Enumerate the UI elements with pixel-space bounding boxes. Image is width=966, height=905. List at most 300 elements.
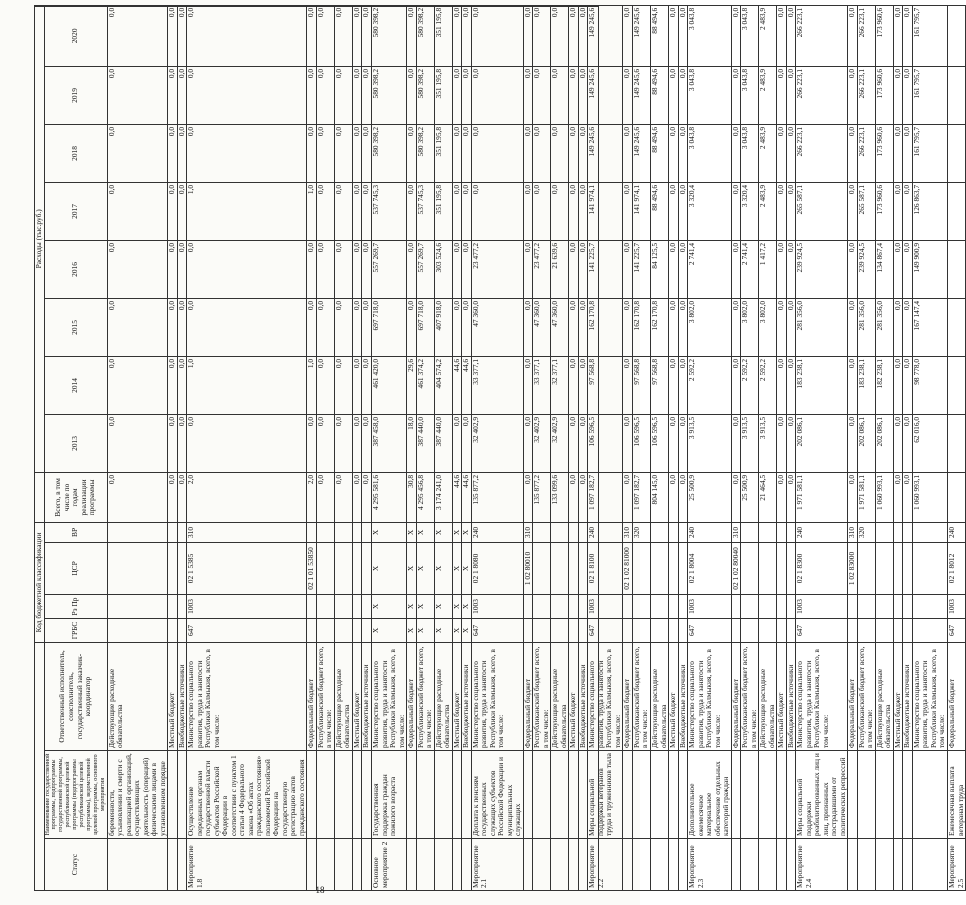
y2015-cell: 697 718,0 — [416, 298, 434, 356]
status-cell: Мероприятие 1.8 — [187, 839, 307, 891]
y2014-cell: 0,0 — [362, 356, 372, 414]
csr-cell — [912, 542, 947, 594]
y2016-cell — [948, 240, 966, 298]
y2018-cell: 266 223,1 — [796, 124, 848, 182]
total-cell: 0,0 — [107, 472, 168, 522]
y2014-cell: 33 377,1 — [533, 356, 551, 414]
y2016-cell: 0,0 — [893, 240, 903, 298]
y2013-cell: 202 086,1 — [875, 414, 893, 472]
col-header-2015: 2015 — [44, 298, 107, 356]
grbs-cell: X — [452, 618, 462, 642]
rzpr-cell: 1003 — [187, 594, 307, 618]
y2019-cell: 0,0 — [551, 66, 569, 124]
vr-cell: 320 — [632, 522, 650, 542]
total-cell: 1 097 182,7 — [632, 472, 650, 522]
vr-cell — [352, 522, 362, 542]
vr-cell: X — [452, 522, 462, 542]
responsible-cell: Министерство социального развития, труда и занятости Республики Калмыкия, всего, в том числе: — [187, 642, 307, 750]
y2014-cell: 2 592,2 — [759, 356, 777, 414]
page-number: 18 — [315, 885, 325, 895]
y2015-cell: 0,0 — [578, 298, 588, 356]
csr-cell — [741, 542, 759, 594]
y2014-cell: 0,0 — [334, 356, 352, 414]
name-cell: беременности, усыновлении и смерти с реализацией организаций, осуществляющих деятельность (операций) физическими лицами в установленном порядке — [107, 751, 168, 839]
status-cell — [903, 839, 913, 891]
y2013-cell: 0,0 — [523, 414, 533, 472]
y2016-cell: 0,0 — [334, 240, 352, 298]
rzpr-cell: X — [434, 594, 452, 618]
rzpr-cell — [669, 594, 679, 618]
y2015-cell: 0,0 — [107, 298, 168, 356]
responsible-cell: Местный бюджет — [669, 642, 679, 750]
table-row — [875, 5, 893, 890]
y2019-cell: 0,0 — [177, 66, 187, 124]
name-cell — [893, 751, 903, 839]
y2019-cell: 149 245,6 — [632, 66, 650, 124]
y2014-cell: 0,0 — [731, 356, 741, 414]
rzpr-cell — [569, 594, 579, 618]
y2017-cell: 0,0 — [452, 182, 462, 240]
y2016-cell: 0,0 — [578, 240, 588, 298]
y2017-cell: 0,0 — [578, 182, 588, 240]
grbs-cell: 647 — [588, 618, 623, 642]
y2014-cell: 0,0 — [168, 356, 178, 414]
y2016-cell: 0,0 — [316, 240, 334, 298]
status-cell — [416, 839, 434, 891]
total-cell: 0,0 — [623, 472, 633, 522]
responsible-cell: Местный бюджет — [452, 642, 462, 750]
name-cell — [523, 751, 533, 839]
y2018-cell: 3 043,8 — [741, 124, 759, 182]
vr-cell: 310 — [523, 522, 533, 542]
responsible-cell: Республиканский бюджет всего, в том числе: — [533, 642, 551, 750]
rzpr-cell — [903, 594, 913, 618]
table-row — [669, 5, 679, 890]
table-row — [372, 5, 407, 890]
col-header-2013: 2013 — [44, 414, 107, 472]
status-cell: Мероприятие 2.1 — [471, 839, 523, 891]
y2020-cell: 351 195,8 — [434, 5, 452, 66]
grbs-cell — [669, 618, 679, 642]
y2019-cell — [948, 66, 966, 124]
table-row — [632, 5, 650, 890]
csr-cell — [569, 542, 579, 594]
total-cell: 21 464,5 — [759, 472, 777, 522]
y2016-cell: 0,0 — [107, 240, 168, 298]
y2019-cell: 0,0 — [848, 66, 858, 124]
y2013-cell: 0,0 — [462, 414, 472, 472]
total-cell: 0,0 — [362, 472, 372, 522]
y2019-cell: 161 795,7 — [912, 66, 947, 124]
y2019-cell: 0,0 — [893, 66, 903, 124]
rzpr-cell: 1003 — [688, 594, 732, 618]
total-cell: 0,0 — [177, 472, 187, 522]
name-cell — [352, 751, 362, 839]
y2015-cell: 0,0 — [334, 298, 352, 356]
rotated-table-container — [34, 6, 965, 891]
table-row — [416, 5, 434, 890]
y2017-cell: 0,0 — [407, 182, 417, 240]
y2017-cell — [948, 182, 966, 240]
y2018-cell: 0,0 — [362, 124, 372, 182]
grbs-cell — [623, 618, 633, 642]
rzpr-cell: 1003 — [948, 594, 966, 618]
csr-cell: 02 1 8100 — [588, 542, 623, 594]
y2020-cell: 173 960,6 — [875, 5, 893, 66]
responsible-cell: Внебюджетные источники — [578, 642, 588, 750]
status-cell — [650, 839, 668, 891]
total-cell: 0,0 — [352, 472, 362, 522]
y2019-cell: 266 223,1 — [796, 66, 848, 124]
table-row — [796, 5, 848, 890]
y2013-cell: 387 458,0 — [372, 414, 407, 472]
grbs-cell — [893, 618, 903, 642]
y2018-cell: 173 960,6 — [875, 124, 893, 182]
y2015-cell: 0,0 — [678, 298, 688, 356]
y2015-cell: 0,0 — [731, 298, 741, 356]
y2018-cell: 0,0 — [533, 124, 551, 182]
grbs-cell — [523, 618, 533, 642]
responsible-cell: Внебюджетные источники — [362, 642, 372, 750]
y2014-cell: 44,6 — [452, 356, 462, 414]
responsible-cell: Федеральный бюджет — [407, 642, 417, 750]
csr-cell: 02 1 8080 — [471, 542, 523, 594]
csr-cell — [759, 542, 777, 594]
y2017-cell: 351 195,8 — [434, 182, 452, 240]
table-row — [177, 5, 187, 890]
y2016-cell: 557 269,7 — [416, 240, 434, 298]
y2019-cell: 266 223,1 — [857, 66, 875, 124]
grbs-cell — [334, 618, 352, 642]
y2015-cell: 3 802,0 — [759, 298, 777, 356]
csr-cell: 02 1 8300 — [796, 542, 848, 594]
y2014-cell: 0,0 — [177, 356, 187, 414]
grbs-cell — [912, 618, 947, 642]
total-cell: 0,0 — [848, 472, 858, 522]
responsible-cell: Министерство социального развития, труда и занятости Республики Калмыкия, всего, в том числе: — [796, 642, 848, 750]
y2013-cell: 0,0 — [452, 414, 462, 472]
grbs-cell — [551, 618, 569, 642]
grbs-cell: X — [372, 618, 407, 642]
csr-cell — [107, 542, 168, 594]
rzpr-cell — [623, 594, 633, 618]
y2013-cell: 0,0 — [731, 414, 741, 472]
y2016-cell: 21 639,6 — [551, 240, 569, 298]
y2014-cell: 183 238,1 — [857, 356, 875, 414]
grbs-cell — [777, 618, 787, 642]
table-row — [741, 5, 759, 890]
y2017-cell: 0,0 — [903, 182, 913, 240]
y2020-cell: 0,0 — [623, 5, 633, 66]
name-cell — [316, 751, 334, 839]
csr-cell — [334, 542, 352, 594]
table-row — [316, 5, 334, 890]
vr-cell: 240 — [471, 522, 523, 542]
rzpr-cell — [107, 594, 168, 618]
responsible-cell: Действующие расходные обязательства — [650, 642, 668, 750]
status-cell — [669, 839, 679, 891]
y2014-cell: 44,6 — [462, 356, 472, 414]
y2013-cell: 106 596,5 — [632, 414, 650, 472]
rzpr-cell — [893, 594, 903, 618]
y2014-cell: 97 568,8 — [650, 356, 668, 414]
vr-cell: X — [462, 522, 472, 542]
responsible-cell: Действующие расходные обязательства — [334, 642, 352, 750]
responsible-cell: Местный бюджет — [893, 642, 903, 750]
col-header-2016: 2016 — [44, 240, 107, 298]
y2019-cell: 0,0 — [533, 66, 551, 124]
y2017-cell: 1,0 — [307, 182, 317, 240]
y2020-cell: 3 043,8 — [741, 5, 759, 66]
vr-cell — [893, 522, 903, 542]
total-cell: 1 060 993,1 — [912, 472, 947, 522]
status-cell — [533, 839, 551, 891]
total-cell: 0,0 — [786, 472, 796, 522]
y2013-cell: 0,0 — [307, 414, 317, 472]
y2017-cell: 0,0 — [678, 182, 688, 240]
rzpr-cell — [551, 594, 569, 618]
y2018-cell: 0,0 — [177, 124, 187, 182]
y2018-cell: 0,0 — [452, 124, 462, 182]
y2017-cell: 88 494,6 — [650, 182, 668, 240]
rzpr-cell — [316, 594, 334, 618]
name-cell — [912, 751, 947, 839]
vr-cell: 310 — [731, 522, 741, 542]
col-header-rzpr: Рз Пр — [44, 594, 107, 618]
y2019-cell: 0,0 — [731, 66, 741, 124]
y2018-cell: 351 195,8 — [434, 124, 452, 182]
status-cell — [434, 839, 452, 891]
y2015-cell: 0,0 — [316, 298, 334, 356]
y2019-cell: 3 043,8 — [741, 66, 759, 124]
table-row — [588, 5, 623, 890]
vr-cell — [741, 522, 759, 542]
grbs-cell: 647 — [187, 618, 307, 642]
vr-cell — [777, 522, 787, 542]
y2016-cell: 0,0 — [848, 240, 858, 298]
y2014-cell: 1,0 — [187, 356, 307, 414]
table-row — [462, 5, 472, 890]
y2020-cell: 580 398,2 — [372, 5, 407, 66]
vr-cell — [759, 522, 777, 542]
csr-cell: 02 1 02 80040 — [731, 542, 741, 594]
csr-cell: 02 1 5385 — [187, 542, 307, 594]
total-cell: 0,0 — [678, 472, 688, 522]
y2014-cell — [948, 356, 966, 414]
y2013-cell: 0,0 — [623, 414, 633, 472]
y2020-cell: 0,0 — [533, 5, 551, 66]
y2019-cell: 0,0 — [777, 66, 787, 124]
y2019-cell: 3 043,8 — [688, 66, 732, 124]
vr-cell: 240 — [688, 522, 732, 542]
name-cell — [903, 751, 913, 839]
y2018-cell — [948, 124, 966, 182]
y2017-cell: 0,0 — [623, 182, 633, 240]
y2017-cell: 0,0 — [893, 182, 903, 240]
table-row — [307, 5, 317, 890]
header-expenses-group: Расходы (тыс.руб.) — [35, 5, 45, 472]
responsible-cell: Министерство социального развития, труда и занятости Республики Калмыкия, всего, в том числе: — [471, 642, 523, 750]
status-cell: Мероприятие 2.2 — [588, 839, 623, 891]
y2017-cell: 0,0 — [107, 182, 168, 240]
y2013-cell: 0,0 — [187, 414, 307, 472]
col-header-2020: 2020 — [44, 5, 107, 66]
name-cell — [407, 751, 417, 839]
y2016-cell: 0,0 — [731, 240, 741, 298]
name-cell — [452, 751, 462, 839]
table-body — [107, 5, 966, 890]
responsible-cell: Республиканский бюджет всего, в том числе: — [741, 642, 759, 750]
y2014-cell: 182 238,1 — [875, 356, 893, 414]
y2020-cell: 0,0 — [786, 5, 796, 66]
y2016-cell: 239 924,5 — [857, 240, 875, 298]
y2020-cell: 0,0 — [777, 5, 787, 66]
y2014-cell: 97 568,8 — [632, 356, 650, 414]
name-cell: Доплата к пенсиям государственных служащих субъектов Российской Федерации и муниципальных служащих — [471, 751, 523, 839]
csr-cell — [316, 542, 334, 594]
grbs-cell: X — [407, 618, 417, 642]
y2017-cell: 3 320,4 — [688, 182, 732, 240]
y2017-cell: 0,0 — [848, 182, 858, 240]
csr-cell — [650, 542, 668, 594]
y2019-cell: 0,0 — [523, 66, 533, 124]
y2020-cell: 0,0 — [578, 5, 588, 66]
status-cell: Основное мероприятие 2 — [372, 839, 407, 891]
y2015-cell: 0,0 — [848, 298, 858, 356]
name-cell — [669, 751, 679, 839]
table-row — [107, 5, 168, 890]
rzpr-cell: 1003 — [796, 594, 848, 618]
y2018-cell: 580 398,2 — [372, 124, 407, 182]
grbs-cell — [533, 618, 551, 642]
total-cell: 135 877,2 — [471, 472, 523, 522]
total-cell: 0,0 — [168, 472, 178, 522]
y2014-cell: 0,0 — [678, 356, 688, 414]
header-spacer-total — [35, 472, 45, 522]
total-cell: 0,0 — [334, 472, 352, 522]
grbs-cell — [307, 618, 317, 642]
y2013-cell: 0,0 — [352, 414, 362, 472]
total-cell — [948, 472, 966, 522]
y2014-cell: 2 592,2 — [741, 356, 759, 414]
y2016-cell: 141 225,7 — [588, 240, 623, 298]
y2014-cell: 183 238,1 — [796, 356, 848, 414]
name-cell — [434, 751, 452, 839]
y2016-cell: 0,0 — [786, 240, 796, 298]
responsible-cell: Местный бюджет — [569, 642, 579, 750]
grbs-cell — [569, 618, 579, 642]
y2018-cell: 580 398,2 — [416, 124, 434, 182]
y2019-cell: 149 245,6 — [588, 66, 623, 124]
vr-cell: 310 — [623, 522, 633, 542]
csr-cell — [352, 542, 362, 594]
y2017-cell: 141 974,1 — [632, 182, 650, 240]
rzpr-cell — [650, 594, 668, 618]
csr-cell: X — [452, 542, 462, 594]
y2020-cell: 0,0 — [307, 5, 317, 66]
y2016-cell: 0,0 — [462, 240, 472, 298]
name-cell — [857, 751, 875, 839]
y2019-cell: 0,0 — [462, 66, 472, 124]
y2016-cell: 23 477,2 — [533, 240, 551, 298]
responsible-cell: Федеральный бюджет — [623, 642, 633, 750]
y2016-cell: 0,0 — [523, 240, 533, 298]
grbs-cell — [107, 618, 168, 642]
vr-cell — [875, 522, 893, 542]
y2020-cell: 161 795,7 — [912, 5, 947, 66]
y2017-cell: 173 960,6 — [875, 182, 893, 240]
status-cell — [316, 839, 334, 891]
vr-cell: X — [372, 522, 407, 542]
rzpr-cell — [334, 594, 352, 618]
rzpr-cell — [523, 594, 533, 618]
responsible-cell: Федеральный бюджет — [523, 642, 533, 750]
y2015-cell: 697 718,0 — [372, 298, 407, 356]
y2014-cell: 0,0 — [623, 356, 633, 414]
table-row — [533, 5, 551, 890]
name-cell: Государственная поддержка граждан пожилого возраста — [372, 751, 407, 839]
y2015-cell: 0,0 — [623, 298, 633, 356]
y2013-cell: 0,0 — [569, 414, 579, 472]
y2018-cell: 0,0 — [316, 124, 334, 182]
y2015-cell: 0,0 — [523, 298, 533, 356]
status-cell — [893, 839, 903, 891]
y2018-cell: 0,0 — [307, 124, 317, 182]
csr-cell: 02 1 8004 — [688, 542, 732, 594]
y2015-cell — [948, 298, 966, 356]
name-cell — [650, 751, 668, 839]
csr-cell: 02 1 01 53850 — [307, 542, 317, 594]
y2018-cell: 0,0 — [471, 124, 523, 182]
y2020-cell: 0,0 — [678, 5, 688, 66]
status-cell — [352, 839, 362, 891]
col-header-2014: 2014 — [44, 356, 107, 414]
table-row — [569, 5, 579, 890]
status-cell — [551, 839, 569, 891]
y2019-cell: 0,0 — [187, 66, 307, 124]
y2015-cell: 0,0 — [669, 298, 679, 356]
rzpr-cell — [857, 594, 875, 618]
csr-cell: X — [462, 542, 472, 594]
y2015-cell: 47 360,0 — [533, 298, 551, 356]
y2013-cell: 387 440,0 — [434, 414, 452, 472]
rzpr-cell: 1003 — [471, 594, 523, 618]
y2018-cell: 0,0 — [578, 124, 588, 182]
grbs-cell — [759, 618, 777, 642]
total-cell: 30,8 — [407, 472, 417, 522]
y2020-cell: 149 245,6 — [588, 5, 623, 66]
total-cell: 0,0 — [903, 472, 913, 522]
y2020-cell: 0,0 — [187, 5, 307, 66]
y2017-cell: 3 320,4 — [741, 182, 759, 240]
responsible-cell: Внебюджетные источники — [462, 642, 472, 750]
name-cell — [533, 751, 551, 839]
y2013-cell: 0,0 — [903, 414, 913, 472]
y2014-cell: 404 574,2 — [434, 356, 452, 414]
y2014-cell: 1,0 — [307, 356, 317, 414]
name-cell: Ежемесячная выплата ветеранам труда — [948, 751, 966, 839]
header-row — [44, 5, 107, 890]
y2020-cell: 0,0 — [452, 5, 462, 66]
y2015-cell: 0,0 — [177, 298, 187, 356]
y2014-cell: 0,0 — [569, 356, 579, 414]
csr-cell: 1 02 83000 — [848, 542, 858, 594]
col-header-2019: 2019 — [44, 66, 107, 124]
y2013-cell: 106 596,5 — [588, 414, 623, 472]
y2013-cell: 62 016,0 — [912, 414, 947, 472]
y2014-cell: 0,0 — [848, 356, 858, 414]
y2014-cell: 2 592,2 — [688, 356, 732, 414]
